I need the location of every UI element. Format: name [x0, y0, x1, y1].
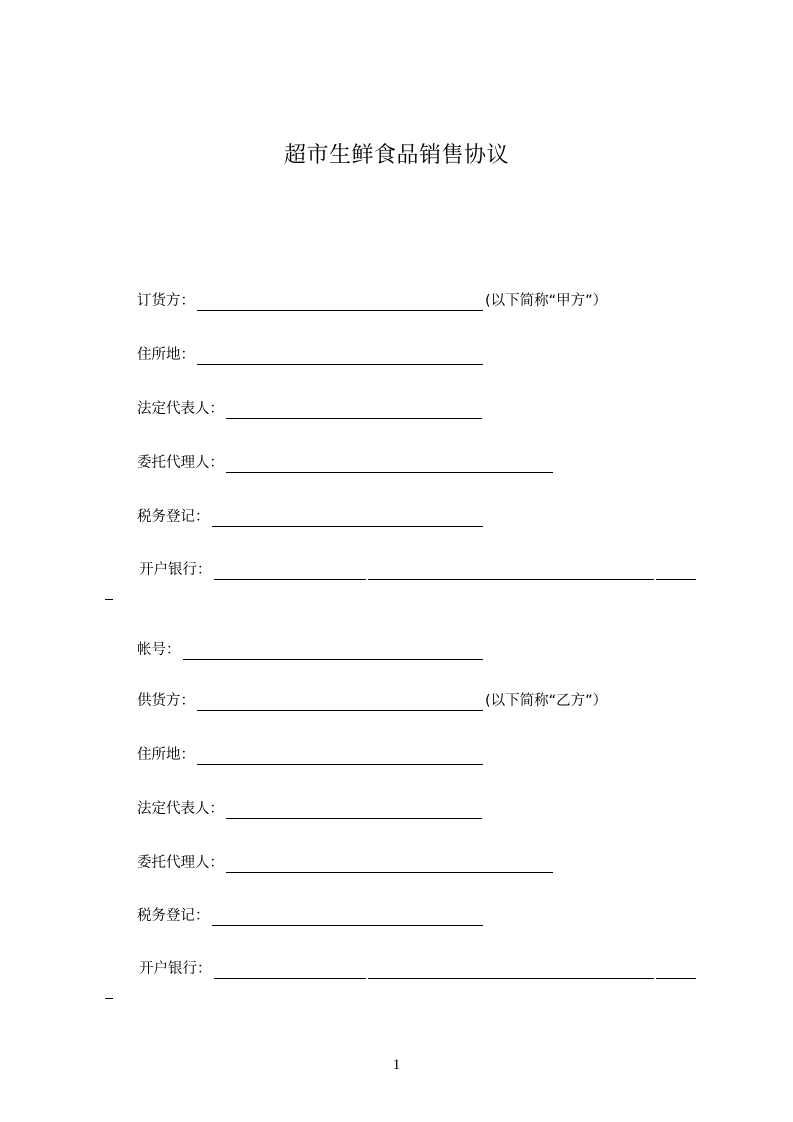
party-a-bank-blank-1[interactable]	[214, 562, 366, 580]
party-a-tax-blank[interactable]	[212, 509, 483, 527]
party-a-agent-field	[137, 453, 553, 473]
party-a-account-blank[interactable]	[183, 642, 483, 660]
party-a-bank-overflow-line	[105, 599, 113, 600]
party-b-legal-rep-blank[interactable]	[226, 801, 482, 819]
orderer-label: 订货方：	[137, 293, 195, 309]
supplier-alias: (以下简称“乙方”）	[485, 693, 608, 709]
party-b-address-blank[interactable]	[197, 747, 483, 765]
party-b-bank-blank-3[interactable]	[656, 961, 696, 979]
party-a-agent-label: 委托代理人：	[137, 455, 224, 471]
orderer-blank[interactable]	[197, 293, 483, 311]
party-a-tax-field	[137, 507, 483, 527]
party-a-bank-field	[139, 560, 696, 580]
party-b-agent-blank[interactable]	[226, 855, 553, 873]
party-b-tax-field	[137, 906, 483, 926]
party-a-agent-blank[interactable]	[226, 455, 553, 473]
party-a-address-field	[137, 345, 483, 365]
party-b-legal-rep-label: 法定代表人：	[137, 801, 224, 817]
party-b-legal-rep-field	[137, 799, 482, 819]
party-b-bank-overflow-line	[105, 998, 113, 999]
party-b-address-field	[137, 745, 483, 765]
party-a-address-blank[interactable]	[197, 347, 483, 365]
party-a-legal-rep-blank[interactable]	[226, 401, 482, 419]
party-a-legal-rep-field	[137, 399, 482, 419]
supplier-label: 供货方：	[137, 693, 195, 709]
party-b-bank-field	[139, 959, 696, 979]
party-b-agent-label: 委托代理人：	[137, 855, 224, 871]
party-b-agent-field	[137, 853, 553, 873]
party-a-account-field	[137, 640, 483, 660]
party-a-bank-label: 开户银行：	[139, 562, 212, 578]
document-title: 超市生鲜食品销售协议	[283, 143, 509, 168]
supplier-field	[137, 691, 607, 711]
party-b-bank-label: 开户银行：	[139, 961, 212, 977]
supplier-blank[interactable]	[197, 693, 483, 711]
party-a-tax-label: 税务登记：	[137, 509, 210, 525]
page-number: 1	[392, 1057, 401, 1073]
party-a-account-label: 帐号：	[137, 642, 181, 658]
party-b-bank-blank-1[interactable]	[214, 961, 366, 979]
party-b-tax-blank[interactable]	[212, 908, 483, 926]
orderer-field	[137, 291, 607, 311]
party-a-bank-blank-3[interactable]	[656, 562, 696, 580]
party-b-address-label: 住所地：	[137, 747, 195, 763]
party-a-address-label: 住所地：	[137, 347, 195, 363]
party-b-bank-blank-2[interactable]	[368, 961, 654, 979]
party-a-bank-blank-2[interactable]	[368, 562, 654, 580]
party-b-tax-label: 税务登记：	[137, 908, 210, 924]
party-a-legal-rep-label: 法定代表人：	[137, 401, 224, 417]
orderer-alias: (以下简称“甲方”）	[485, 293, 608, 309]
